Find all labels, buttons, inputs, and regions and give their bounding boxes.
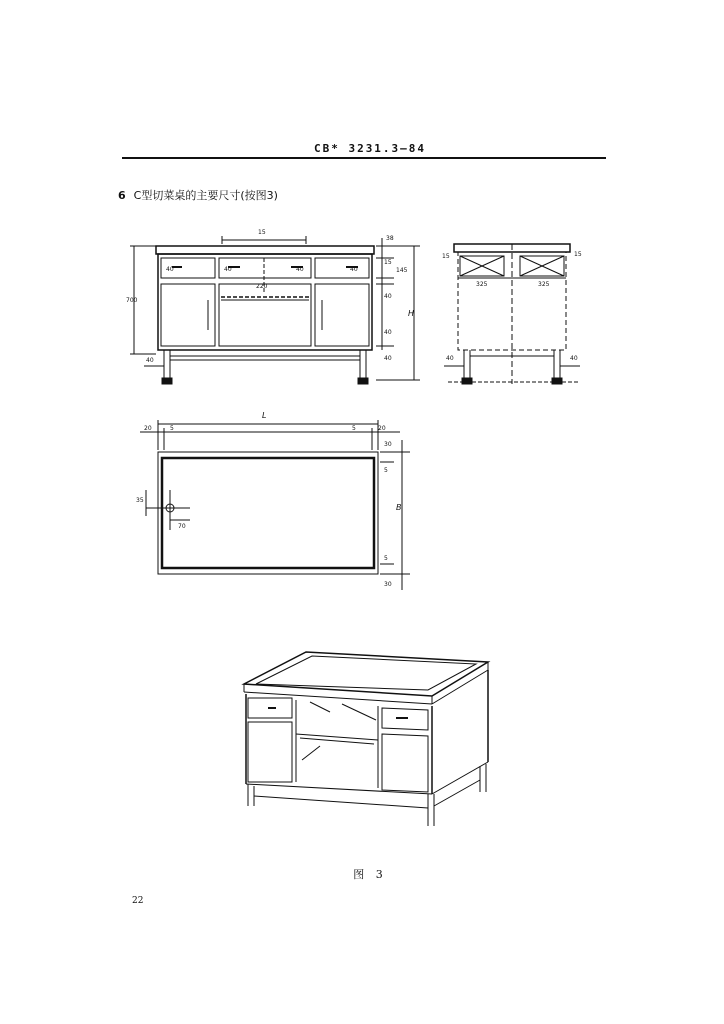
dim-side-left-top: 15 [442, 253, 450, 260]
front-view [130, 236, 420, 384]
dim-drawer-depth-left: 325 [476, 281, 488, 288]
plan-view-labels [136, 411, 402, 588]
plan-view [140, 420, 410, 590]
dim-top-small: 15 [258, 229, 266, 236]
dim-top-right: 30 [384, 441, 392, 448]
dim-drawer-height: 145 [396, 267, 408, 274]
dim-inner-top: 5 [384, 467, 388, 474]
dim-drawer-depth-right: 325 [538, 281, 550, 288]
dim-side-base-right: 40 [570, 355, 578, 362]
dim-lower-side: 40 [384, 329, 392, 336]
dim-right-inner: 5 [352, 425, 356, 432]
dim-h-label: H [408, 309, 415, 318]
dim-hole-y: 35 [136, 497, 144, 504]
dim-side-base-left: 40 [446, 355, 454, 362]
dim-hole-x: 70 [178, 523, 186, 530]
dim-left-inner: 5 [170, 425, 174, 432]
dim-base-side: 40 [384, 355, 392, 362]
dim-inner-bottom: 5 [384, 555, 388, 562]
dim-drawer-mid-right: 40 [296, 266, 304, 273]
dim-drawer-mid-left: 40 [224, 266, 232, 273]
dim-shelf-height: 220 [256, 283, 268, 290]
dim-shelf-side: 40 [384, 293, 392, 300]
dim-length-label: L [262, 411, 267, 420]
dim-top-thickness: 38 [386, 235, 394, 242]
figure-caption: 图 3 [353, 868, 387, 881]
dim-drawer-left: 40 [166, 266, 174, 273]
page-number: 22 [132, 896, 144, 906]
dim-drawer-right: 40 [350, 266, 358, 273]
dim-side-right-top: 15 [574, 251, 582, 258]
dim-gap-a: 15 [384, 259, 392, 266]
dim-base-left: 40 [146, 357, 154, 364]
section-number: 6 [118, 189, 126, 202]
dim-right-outer: 20 [378, 425, 386, 432]
dim-left-outer: 20 [144, 425, 152, 432]
section-title: C型切菜桌的主要尺寸(按图3) [133, 189, 278, 202]
dim-overall-height: 700 [126, 297, 138, 304]
dim-bottom-right: 30 [384, 581, 392, 588]
dim-breadth-label: B [396, 503, 402, 512]
side-view [444, 244, 580, 384]
standard-number: CB* 3231.3—84 [313, 142, 427, 155]
isometric-view [244, 652, 488, 826]
